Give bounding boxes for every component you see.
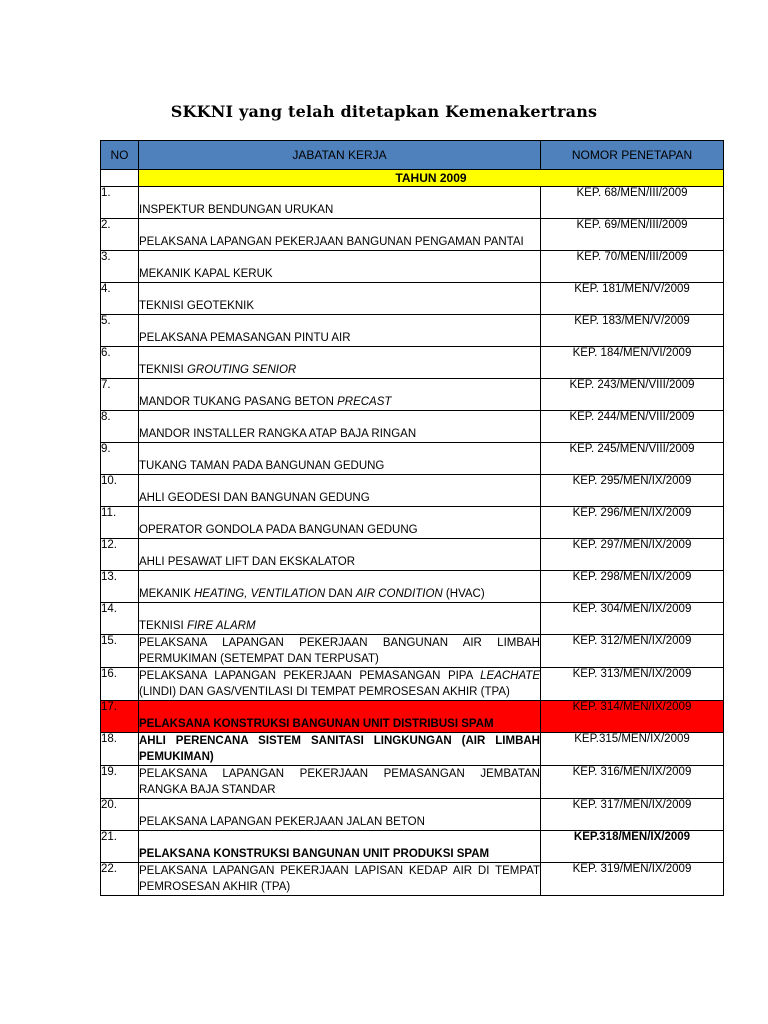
table-row (101, 315, 724, 347)
jabatan-text: PELAKSANA LAPANGAN PEKERJAAN PEMASANGAN PIPA (139, 670, 481, 682)
nomor-penetapan-cell: KEP. 312/MEN/IX/2009 (541, 635, 724, 668)
nomor-penetapan-cell: KEP. 296/MEN/IX/2009 (541, 507, 724, 539)
jabatan-text: INSPEKTUR BENDUNGAN URUKAN (139, 204, 334, 216)
nomor-penetapan-cell: KEP. 298/MEN/IX/2009 (541, 571, 724, 603)
jabatan-text: PELAKSANA LAPANGAN PEKERJAAN BANGUNAN PENGAMAN PANTAI (139, 236, 524, 248)
header-nomor-penetapan: NOMOR PENETAPAN (541, 141, 724, 170)
jabatan-text: AHLI PESAWAT LIFT DAN EKSKALATOR (139, 556, 356, 568)
row-number: 17. (101, 701, 139, 733)
year-label: TAHUN 2009 (139, 170, 724, 187)
jabatan-italic-text: GROUTING SENIOR (186, 364, 297, 376)
jabatan-kerja-cell (139, 251, 541, 283)
jabatan-kerja-cell (139, 539, 541, 571)
year-row (101, 170, 724, 187)
nomor-penetapan-cell: KEP. 304/MEN/IX/2009 (541, 603, 724, 635)
jabatan-italic-text: AIR CONDITION (355, 588, 443, 600)
nomor-penetapan-cell: KEP. 316/MEN/IX/2009 (541, 766, 724, 799)
jabatan-kerja-cell (139, 635, 541, 668)
jabatan-kerja-cell (139, 411, 541, 443)
nomor-penetapan-cell: KEP. 317/MEN/IX/2009 (541, 799, 724, 831)
row-number: 4. (101, 283, 139, 315)
jabatan-kerja-cell (139, 831, 541, 863)
header-jabatan-kerja: JABATAN KERJA (139, 141, 541, 170)
table-row (101, 347, 724, 379)
jabatan-text: TEKNISI (139, 620, 187, 632)
nomor-penetapan-cell: KEP. 243/MEN/VIII/2009 (541, 379, 724, 411)
jabatan-italic-text: FIRE ALARM (186, 620, 256, 632)
nomor-penetapan-cell: KEP. 68/MEN/III/2009 (541, 187, 724, 219)
jabatan-italic-text: PRECAST (337, 396, 392, 408)
jabatan-kerja-cell (139, 507, 541, 539)
nomor-penetapan-cell: KEP. 181/MEN/V/2009 (541, 283, 724, 315)
nomor-penetapan-cell: KEP. 245/MEN/VIII/2009 (541, 443, 724, 475)
nomor-penetapan-cell: KEP. 297/MEN/IX/2009 (541, 539, 724, 571)
table-row (101, 831, 724, 863)
row-number: 9. (101, 443, 139, 475)
jabatan-text: PELAKSANA LAPANGAN PEKERJAAN BANGUNAN AIR LIMBAH PERMUKIMAN (SETEMPAT DAN TERPUSAT) (139, 637, 540, 665)
jabatan-text: (LINDI) DAN GAS/VENTILASI DI TEMPAT PEMROSESAN AKHIR (TPA) (139, 686, 510, 698)
row-number: 5. (101, 315, 139, 347)
jabatan-italic-text: LEACHATE (480, 670, 540, 682)
table-row (101, 863, 724, 896)
row-number: 8. (101, 411, 139, 443)
nomor-penetapan-cell: KEP. 295/MEN/IX/2009 (541, 475, 724, 507)
jabatan-kerja-cell (139, 315, 541, 347)
nomor-penetapan-cell: KEP. 313/MEN/IX/2009 (541, 668, 724, 701)
row-number: 2. (101, 219, 139, 251)
row-number: 13. (101, 571, 139, 603)
table-row (101, 603, 724, 635)
jabatan-text: MANDOR INSTALLER RANGKA ATAP BAJA RINGAN (139, 428, 417, 440)
table-body (101, 170, 724, 896)
row-number: 19. (101, 766, 139, 799)
jabatan-kerja-cell (139, 379, 541, 411)
jabatan-kerja-cell (139, 766, 541, 799)
nomor-penetapan-cell: KEP.315/MEN/IX/2009 (541, 733, 724, 766)
table-row (101, 411, 724, 443)
jabatan-text: TUKANG TAMAN PADA BANGUNAN GEDUNG (139, 460, 385, 472)
row-number: 16. (101, 668, 139, 701)
jabatan-kerja-cell (139, 799, 541, 831)
table-row (101, 219, 724, 251)
row-number: 11. (101, 507, 139, 539)
skkni-table (100, 140, 724, 896)
table-row (101, 475, 724, 507)
table-row (101, 799, 724, 831)
jabatan-text: TEKNISI (139, 364, 187, 376)
jabatan-kerja-cell (139, 733, 541, 766)
table-row (101, 733, 724, 766)
row-number: 12. (101, 539, 139, 571)
jabatan-text: PELAKSANA LAPANGAN PEKERJAAN PEMASANGAN JEMBATAN RANGKA BAJA STANDAR (139, 768, 540, 796)
year-row-spacer (101, 170, 139, 187)
row-number: 18. (101, 733, 139, 766)
header-no: NO (101, 141, 139, 170)
jabatan-kerja-cell (139, 475, 541, 507)
jabatan-text: PELAKSANA PEMASANGAN PINTU AIR (139, 332, 351, 344)
table-row (101, 507, 724, 539)
jabatan-kerja-cell (139, 701, 541, 733)
row-number: 21. (101, 831, 139, 863)
jabatan-kerja-cell (139, 443, 541, 475)
table-row (101, 635, 724, 668)
row-number: 3. (101, 251, 139, 283)
page-title: SKKNI yang telah ditetapkan Kemenakertrans (170, 102, 598, 121)
nomor-penetapan-cell: KEP. 244/MEN/VIII/2009 (541, 411, 724, 443)
row-number: 7. (101, 379, 139, 411)
jabatan-text: MEKANIK KAPAL KERUK (139, 268, 273, 280)
jabatan-kerja-cell (139, 603, 541, 635)
row-number: 10. (101, 475, 139, 507)
jabatan-text: AHLI PERENCANA SISTEM SANITASI LINGKUNGAN (AIR LIMBAH PEMUKIMAN) (139, 735, 540, 763)
table-row (101, 379, 724, 411)
jabatan-text: AHLI GEODESI DAN BANGUNAN GEDUNG (139, 492, 370, 504)
jabatan-italic-text: HEATING, VENTILATION (193, 588, 326, 600)
table-row (101, 251, 724, 283)
jabatan-kerja-cell (139, 668, 541, 701)
nomor-penetapan-cell: KEP. 319/MEN/IX/2009 (541, 863, 724, 896)
table-row (101, 701, 724, 733)
table-row (101, 283, 724, 315)
jabatan-text: MANDOR TUKANG PASANG BETON (139, 396, 338, 408)
table-row (101, 668, 724, 701)
nomor-penetapan-cell: KEP. 314/MEN/IX/2009 (541, 701, 724, 733)
table-row (101, 571, 724, 603)
table-row (101, 443, 724, 475)
jabatan-text: OPERATOR GONDOLA PADA BANGUNAN GEDUNG (139, 524, 418, 536)
jabatan-kerja-cell (139, 219, 541, 251)
row-number: 14. (101, 603, 139, 635)
jabatan-kerja-cell (139, 571, 541, 603)
jabatan-kerja-cell (139, 347, 541, 379)
row-number: 22. (101, 863, 139, 896)
table-header-row (101, 141, 724, 170)
jabatan-text: MEKANIK (139, 588, 194, 600)
row-number: 15. (101, 635, 139, 668)
row-number: 6. (101, 347, 139, 379)
jabatan-text: PELAKSANA LAPANGAN PEKERJAAN JALAN BETON (139, 816, 425, 828)
nomor-penetapan-cell: KEP.318/MEN/IX/2009 (541, 831, 724, 863)
nomor-penetapan-cell: KEP. 184/MEN/VI/2009 (541, 347, 724, 379)
jabatan-text: PELAKSANA KONSTRUKSI BANGUNAN UNIT PRODUKSI SPAM (139, 848, 490, 860)
jabatan-text: (HVAC) (442, 588, 485, 600)
row-number: 20. (101, 799, 139, 831)
nomor-penetapan-cell: KEP. 183/MEN/V/2009 (541, 315, 724, 347)
table-row (101, 539, 724, 571)
nomor-penetapan-cell: KEP. 69/MEN/III/2009 (541, 219, 724, 251)
table-row (101, 766, 724, 799)
jabatan-text: PELAKSANA LAPANGAN PEKERJAAN LAPISAN KEDAP AIR DI TEMPAT PEMROSESAN AKHIR (TPA) (139, 865, 540, 893)
jabatan-text: PELAKSANA KONSTRUKSI BANGUNAN UNIT DISTRIBUSI SPAM (139, 718, 494, 730)
nomor-penetapan-cell: KEP. 70/MEN/III/2009 (541, 251, 724, 283)
row-number: 1. (101, 187, 139, 219)
jabatan-kerja-cell (139, 187, 541, 219)
jabatan-kerja-cell (139, 863, 541, 896)
jabatan-text: TEKNISI GEOTEKNIK (139, 300, 255, 312)
jabatan-text: DAN (325, 588, 356, 600)
table-row (101, 187, 724, 219)
jabatan-kerja-cell (139, 283, 541, 315)
